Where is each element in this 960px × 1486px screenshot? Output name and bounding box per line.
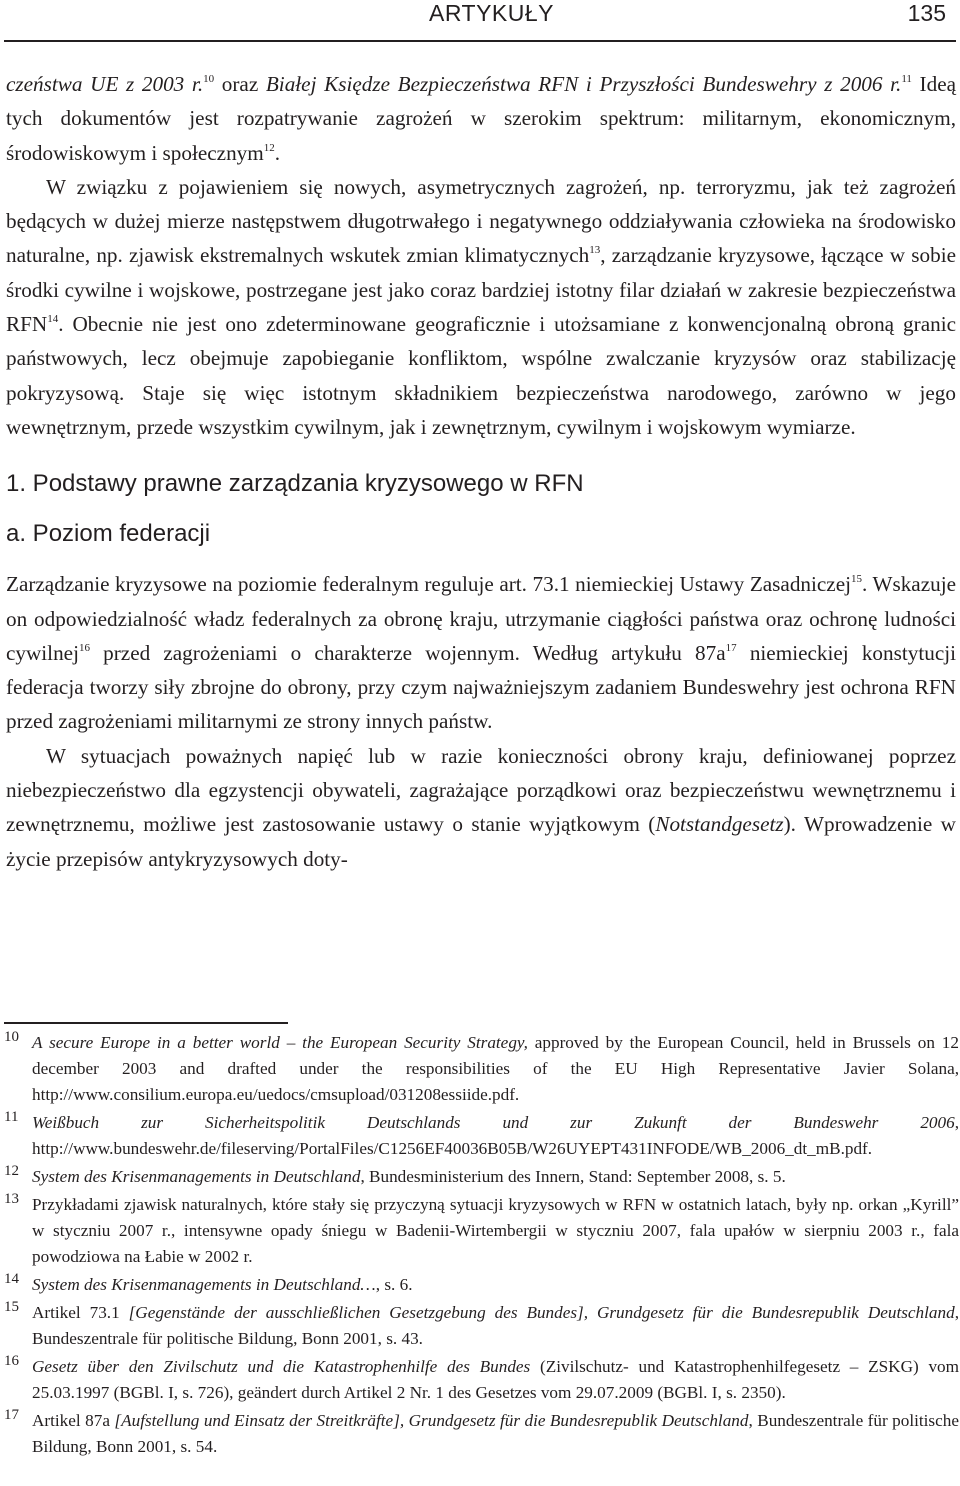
- footnote-14: [4, 1272, 959, 1298]
- section-title: ARTYKUŁY: [429, 0, 555, 26]
- footnote-ref-17[interactable]: 17: [725, 641, 737, 654]
- footnote-17: [4, 1408, 959, 1460]
- footnote-number: 17: [4, 1407, 19, 1423]
- footnote-ref-14[interactable]: 14: [47, 313, 59, 326]
- footnote-text: A secure Europe in a better world – the European Security Strategy, approved by the European Council, held in Brussels on 12 december 2003 and drafted under the responsibilities of the EU High Representative Javier Solana, http://www.consilium.europa.eu/uedocs/cmsupload/031208essiide.pdf.: [32, 1033, 959, 1104]
- footnote-15: [4, 1300, 959, 1352]
- footnote-16: [4, 1354, 959, 1406]
- footnote-11: [4, 1110, 959, 1162]
- footnote-text: Przykładami zjawisk naturalnych, które stały się przyczyną sytuacji kryzysowych w RFN w ostatnich latach, były np. orkan „Kyrill” w styczniu 2007 r., intensywne opady śniegu w Badenii-Wirtembergii w styczniu 2007, fala upałów w sierpniu 2003 r., fala powodziowa na Łabie w 2002 r.: [32, 1195, 959, 1266]
- footnote-text: Artikel 73.1 [Gegenstände der ausschließlichen Gesetzgebung des Bundes], Grundgesetz für die Bundesrepublik Deutschland, Bundeszentrale für politische Bildung, Bonn 2001, s. 43.: [32, 1303, 959, 1348]
- running-header: [4, 0, 956, 42]
- footnote-text: System des Krisenmanagements in Deutschland, Bundesministerium des Innern, Stand: September 2008, s. 5.: [32, 1167, 786, 1186]
- footnote-number: 15: [4, 1299, 19, 1315]
- footnote-number: 14: [4, 1271, 19, 1287]
- footnote-number: 12: [4, 1163, 19, 1179]
- footnote-number: 16: [4, 1353, 19, 1369]
- footnote-ref-12[interactable]: 12: [263, 141, 275, 154]
- subsection-heading: a. Poziom federacji: [6, 520, 211, 548]
- footnote-number: 11: [4, 1109, 19, 1125]
- footnote-text: System des Krisenmanagements in Deutschland…, s. 6.: [32, 1275, 413, 1294]
- footnotes: [4, 1030, 959, 1460]
- footnote-text: Gesetz über den Zivilschutz und die Katastrophenhilfe des Bundes (Zivilschutz- und Katastrophenhilfegesetz – ZSKG) vom 25.03.1997 (BGBl. I, s. 726), geändert durch Artikel 2 Nr. 1 des Gesetzes vom 29.07.2009 (BGBl. I, s. 2350).: [32, 1357, 960, 1402]
- footnote-10: [4, 1030, 959, 1108]
- footnote-ref-11[interactable]: 11: [901, 73, 912, 85]
- footnote-ref-10[interactable]: 10: [203, 73, 215, 85]
- footnote-number: 13: [4, 1191, 19, 1207]
- main-text: [6, 67, 956, 876]
- page-number: 135: [907, 0, 946, 26]
- footnote-13: [4, 1192, 959, 1270]
- footnote-text: Weißbuch zur Sicherheitspolitik Deutschlands und zur Zukunft der Bundeswehr 2006, http://www.bundeswehr.de/fileserving/PortalFiles/C1256EF40036B05B/W26UYEPT431INFODE/WB_2006_dt_mB.pdf.: [32, 1113, 959, 1158]
- footnote-ref-15[interactable]: 15: [851, 573, 862, 586]
- footnote-separator: [4, 1022, 288, 1024]
- section-heading: 1. Podstawy prawne zarządzania kryzysowego w RFN: [6, 470, 584, 498]
- footnote-number: 10: [4, 1029, 19, 1045]
- paragraph-3: Zarządzanie kryzysowe na poziomie federalnym reguluje art. 73.1 niemieckiej Ustawy Zasadniczej$^{15}$. Wskazuje on odpowiedzialność władz federalnych za obronę kraju, utrzymanie ciągłości państwa oraz ochronę ludności cywilnej$^{16}$ przed zagrożeniami o charakterze wojennym. Według artykułu $87a^{17}$ niemieckiej konstytucji federacja tworzy siły zbrojne do obrony, przy czym najważniejszym zadaniem Bundeswehry jest ochrona RFN przed zagrożeniami militarnymi ze strony innych państw.: [6, 572, 956, 734]
- paragraph-1: czeństwa UE z 2003 r.$^{10}$ oraz Białej Księdze Bezpieczeństwa RFN i Przyszłości Bundeswehry z 2006 r.$^{11}$ Ideą tych dokumentów jest rozpatrywanie zagrożeń w szerokim spektrum: militarnym, ekonomicznym, środowiskowym i społecznym$^{12}$.: [6, 72, 957, 165]
- footnote-ref-13[interactable]: 13: [589, 244, 601, 257]
- paragraph-4: W sytuacjach poważnych napięć lub w razie konieczności obrony kraju, definiowanej poprzez niebezpieczeństwo dla egzystencji obywateli, zagrażające porządkowi oraz bezpieczeństwu wewnętrznemu i zewnętrznemu, możliwe jest zastosowanie ustawy o stanie wyjątkowym (Notstandgesetz). Wprowadzenie w życie przepisów antykryzysowych doty-: [6, 743, 956, 871]
- footnote-text: Artikel 87a [Aufstellung und Einsatz der Streitkräfte], Grundgesetz für die Bundesrepublik Deutschland, Bundeszentrale für politische Bildung, Bonn 2001, s. 54.: [32, 1411, 959, 1456]
- footnote-ref-16[interactable]: 16: [78, 641, 90, 654]
- paragraph-2: W związku z pojawieniem się nowych, asymetrycznych zagrożeń, np. terroryzmu, jak też zagrożeń będących w dużej mierze następstwem długotrwałego i negatywnego oddziaływania człowieka na środowisko naturalne, np. zjawisk ekstremalnych wskutek zmian klimatycznych$^{13}$, zarządzanie kryzysowe, łączące w sobie środki cywilne i wojskowe, postrzegane jest jako coraz bardziej istotny filar działań w zakresie bezpieczeństwa RFN$^{14}$. Obecnie nie jest ono zdeterminowane geograficznie i utożsamiane z konwencjonalną obroną granic państwowych, lecz obejmuje zapobieganie konfliktom, wspólne zwalczanie kryzysów oraz stabilizację pokryzysową. Staje się więc istotnym składnikiem bezpieczeństwa narodowego, zarówno w jego wewnętrznym, przede wszystkim cywilnym, jak i zewnętrznym, cywilnym i wojskowym wymiarze.: [6, 174, 957, 439]
- footnote-12: [4, 1164, 959, 1190]
